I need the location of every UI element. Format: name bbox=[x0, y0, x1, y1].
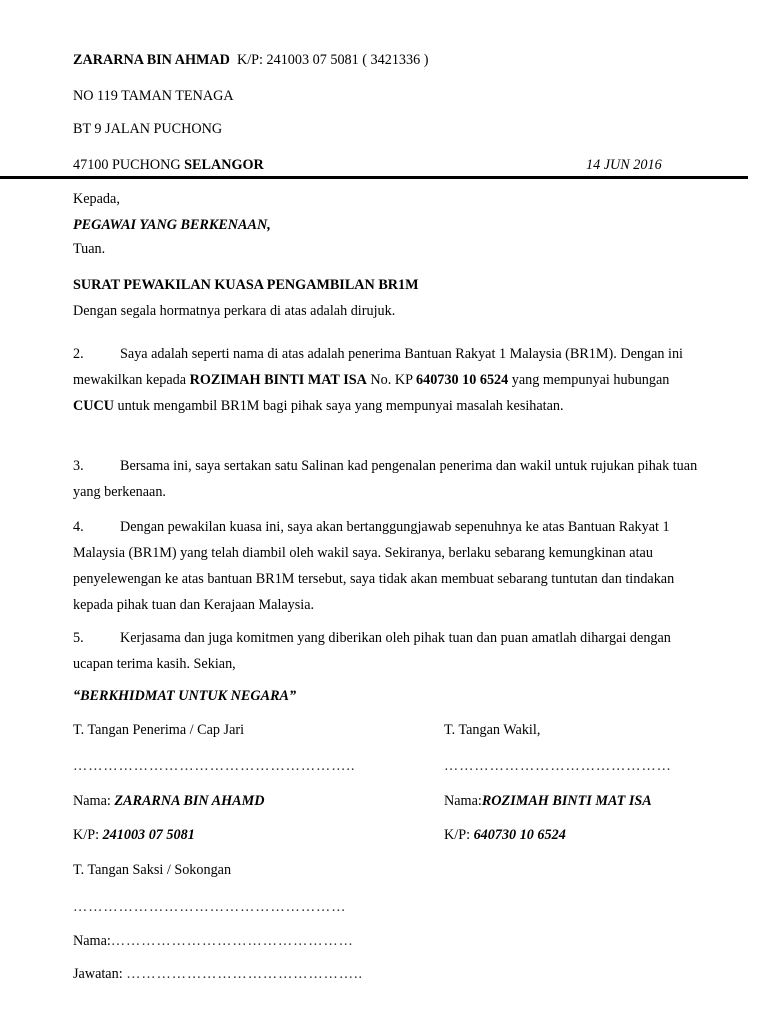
witness-name-dots: ………………………………………… bbox=[110, 933, 354, 949]
sender-name: ZARARNA BIN AHMAD bbox=[73, 52, 230, 68]
wakil-kp: 640730 10 6524 bbox=[416, 372, 509, 388]
recipient-name-line bbox=[73, 793, 264, 810]
recipient-officer: PEGAWAI YANG BERKENAAN, bbox=[73, 217, 271, 233]
nama-label: Nama: bbox=[73, 933, 111, 949]
witness-signature-line: ……………………………………………… bbox=[73, 899, 347, 915]
wakil-kp-line bbox=[444, 827, 566, 844]
recipient-signature-line: ……………………………………………….. bbox=[73, 758, 356, 774]
recipient-kp-line bbox=[73, 827, 195, 844]
paragraph-2 bbox=[73, 341, 713, 419]
sender-kp: K/P: 241003 07 5081 ( 3421336 ) bbox=[236, 52, 429, 68]
subject: SURAT PEWAKILAN KUASA PENGAMBILAN BR1M bbox=[73, 277, 419, 293]
sender-line bbox=[73, 52, 428, 69]
paragraph-5 bbox=[73, 625, 713, 677]
witness-signature-label: T. Tangan Saksi / Sokongan bbox=[73, 862, 232, 878]
paragraph-text: No. KP bbox=[366, 372, 416, 388]
paragraph-text: Dengan pewakilan kuasa ini, saya akan bertanggungjawab sepenuhnya ke atas Bantuan Rakyat 1 Malaysia (BR1M) yang telah diambil oleh wakil saya. Sekiranya, berlaku sebarang kemungkinan atau penyelewengan ke atas bantuan BR1M tersebut, saya tidak akan membuat sebarang tuntutan dan tindakan kepada pihak tuan dan Kerajaan Malaysia. bbox=[73, 519, 675, 613]
paragraph-3 bbox=[73, 453, 713, 505]
wakil-name: ROZIMAH BINTI MAT ISA bbox=[189, 372, 367, 388]
motto: “BERKHIDMAT UNTUK NEGARA” bbox=[73, 688, 297, 704]
address-line-3 bbox=[73, 157, 264, 174]
paragraph-number: 2. bbox=[73, 346, 84, 362]
state: SELANGOR bbox=[184, 157, 264, 173]
witness-jawatan-dots: ……………………………………….. bbox=[126, 966, 364, 982]
paragraph-number: 5. bbox=[73, 630, 84, 646]
kp-label: K/P: bbox=[73, 827, 103, 843]
recipient-kp: 241003 07 5081 bbox=[102, 827, 195, 843]
postcode-city: 47100 PUCHONG bbox=[73, 157, 181, 173]
paragraph-text: Kerjasama dan juga komitmen yang diberikan oleh pihak tuan dan puan amatlah dihargai dengan ucapan terima kasih. Sekian, bbox=[73, 630, 671, 672]
wakil-signature-label: T. Tangan Wakil, bbox=[444, 722, 541, 738]
address-line-1: NO 119 TAMAN TENAGA bbox=[73, 88, 234, 104]
wakil-signature-line: ……………………………………… bbox=[444, 758, 672, 774]
paragraph-text: Saya adalah seperti nama di atas adalah penerima Bantuan Rakyat 1 Malaysia (BR1M). Dengan ini mewakilkan kepada bbox=[73, 346, 683, 388]
address-line-2: BT 9 JALAN PUCHONG bbox=[73, 121, 223, 137]
recipient-name: ZARARNA BIN AHAMD bbox=[114, 793, 265, 809]
recipient-signature-label: T. Tangan Penerima / Cap Jari bbox=[73, 722, 245, 738]
jawatan-label: Jawatan: bbox=[73, 966, 127, 982]
witness-name-line bbox=[73, 933, 354, 950]
salutation: Tuan. bbox=[73, 241, 106, 257]
paragraph-text: Bersama ini, saya sertakan satu Salinan kad pengenalan penerima dan wakil untuk rujukan pihak tuan yang berkenaan. bbox=[73, 458, 698, 500]
header-divider bbox=[0, 176, 748, 179]
paragraph-text: yang mempunyai hubungan bbox=[508, 372, 670, 388]
relation: CUCU bbox=[73, 398, 114, 414]
nama-label: Nama: bbox=[73, 793, 115, 809]
kepada: Kepada, bbox=[73, 191, 120, 207]
paragraph-number: 3. bbox=[73, 458, 84, 474]
kp-label: K/P: bbox=[444, 827, 474, 843]
witness-jawatan-line bbox=[73, 966, 363, 983]
paragraph-4 bbox=[73, 514, 713, 618]
letter-date: 14 JUN 2016 bbox=[586, 157, 662, 173]
wakil-signature-name: ROZIMAH BINTI MAT ISA bbox=[481, 793, 652, 809]
paragraph-number: 4. bbox=[73, 519, 84, 535]
wakil-name-line bbox=[444, 793, 652, 810]
wakil-signature-kp: 640730 10 6524 bbox=[473, 827, 566, 843]
paragraph-text: untuk mengambil BR1M bagi pihak saya yang mempunyai masalah kesihatan. bbox=[113, 398, 564, 414]
intro: Dengan segala hormatnya perkara di atas adalah dirujuk. bbox=[73, 303, 396, 319]
nama-label: Nama: bbox=[444, 793, 482, 809]
